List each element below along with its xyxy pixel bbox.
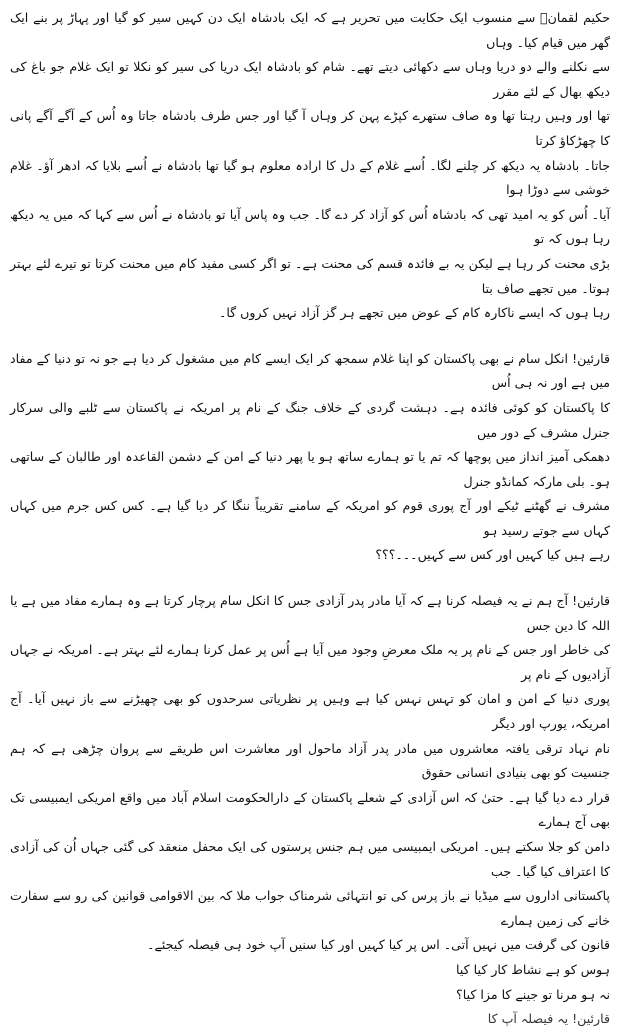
text-line: پاکستانی اداروں سے میڈیا نے باز پرس کی تو انتہائی شرمناک جواب ملا کہ بین الاقوامی قوانین کی رو سے سفارت خانے کی زمین ہمارے [10,888,610,928]
paragraph-luqman-story [10,6,610,326]
paragraph-freedom [10,589,610,958]
text-line: دھمکی آمیز انداز میں پوچھا کہ تم یا تو ہمارے ساتھ ہو یا پھر دنیا کے امن کے دشمن القاعدہ اور طالبان کے ساتھی ہو۔ بلی مارکہ کمانڈو جنرل [10,449,610,489]
text-line: کا پاکستان کو کوئی فائدہ ہے۔ دہشت گردی کے خلاف جنگ کے نام پر امریکہ نے پاکستان سے ٹلبے والی سرکار جنرل مشرف کے دور میں [10,399,610,440]
text-line: حکیم لقمانؒ سے منسوب ایک حکایت میں تحریر ہے کہ ایک بادشاہ ایک دن کہیں سیر کو گیا اور پہاڑ پر بنے ایک گھر میں قیام کیا۔ وہاں [10,10,610,50]
paragraph-uncle-sam [10,347,610,568]
text-line: قرار دے دیا گیا ہے۔ حتیٰ کہ اس آزادی کے شعلے پاکستان کے دارالحکومت اسلام آباد میں واقع امریکی ایمبیسی تک بھی آج ہمارے [10,789,610,830]
text-line: جاتا۔ بادشاہ یہ دیکھ کر چلنے لگا۔ اُسے غلام کے دل کا ارادہ معلوم ہو گیا تھا بادشاہ نے اُسے بلایا کہ ادھر آؤ۔ غلام خوشی سے دوڑا ہوا [10,157,610,198]
verse-line-cutoff: قارئین! یہ فیصلہ آپ کا [487,1011,610,1027]
text-line: نام نہاد ترقی یافتہ معاشروں میں مادر پدر آزاد ماحول اور معاشرت اس طریقے سے پروان چڑھی ہے کہ ہم جنسیت کو بھی بنیادی انسانی حقوق [10,740,610,781]
text-line: رہا ہوں کہ ایسے ناکارہ کام کے عوض میں تجھے ہر گز آزاد نہیں کروں گا۔ [218,305,610,321]
text-line: تھا اور وہیں رہتا تھا وہ صاف ستھرے کپڑے پہن کر وہاں آ گیا اور جس طرف بادشاہ جاتا وہ اُس کے آگے آگے پانی کا چھڑکاؤ کرتا [10,108,610,148]
text-line: قانون کی گرفت میں نہیں آتی۔ اس پر کیا کہیں اور کیا سنیں آپ خود ہی فیصلہ کیجئے۔ [147,937,610,953]
text-line: آیا۔ اُس کو یہ امید تھی کہ بادشاہ اُس کو آزاد کر دے گا۔ جب وہ پاس آیا تو بادشاہ نے اُس سے کہا کہ میں یہ دیکھ رہا ہوں کہ تو [10,206,610,247]
text-line: سے نکلنے والے دو دریا وہاں سے دکھائی دیتے تھے۔ شام کو بادشاہ ایک دریا کی سیر کو نکلا تو ایک غلام جو باغ کی دیکھ بھال کے لئے مقرر [10,59,610,99]
closing-verse [10,958,610,1027]
text-line: قارئین! انکل سام نے بھی پاکستان کو اپنا غلام سمجھ کر ایک ایسے کام میں مشغول کر دیا ہے جو نہ تو دنیا کے مفاد میں ہے اور نہ ہی اُس [10,350,610,391]
verse-line: ہوس کو ہے نشاط کار کیا کیا [456,961,610,977]
text-line: پوری دنیا کے امن و امان کو تہس نہس کیا ہے وہیں پر نظریاتی سرحدوں کو بھی چھیڑنے سے باز نہیں آیا۔ آج امریکہ، یورپ اور دیگر [10,691,610,732]
text-line: کی خاطر اور جس کے نام پر یہ ملک معرضِ وجود میں آیا ہے اُس پر عمل کرنا ہمارے لئے بہتر ہے۔ امریکہ نے جہاں آزادیوں کے نام پر [10,642,610,682]
text-line: مشرف نے گھٹنے ٹیکے اور آج پوری قوم کو امریکہ کے سامنے تقریباً ننگا کر دیا گیا ہے۔ کس کس جرم میں کہاں کہاں سے جوتے رسید ہو [10,498,610,538]
text-line: دامن کو جلا سکتے ہیں۔ امریکی ایمبیسی میں ہم جنس پرستوں کی ایک محفل منعقد کی گئی جہاں اُن کی آزادی کا اعتراف کیا گیا۔ جب [10,839,610,879]
verse-line: نہ ہو مرنا تو جینے کا مزا کیا؟ [456,986,610,1002]
text-line: بڑی محنت کر رہا ہے لیکن یہ بے فائدہ قسم کی محنت ہے۔ تو اگر کسی مفید کام میں محنت کرتا تو تیرے لئے بہتر ہوتا۔ میں تجھے صاف بتا [10,255,610,296]
text-line: قارئین! آج ہم نے یہ فیصلہ کرنا ہے کہ آیا مادر پدر آزادی جس کا انکل سام پرچار کرتا ہے وہ ہمارے مفاد میں ہے یا اللہ کا دین جس [10,593,610,633]
text-line: رہے ہیں کیا کہیں اور کس سے کہیں۔۔۔؟؟؟ [375,547,610,563]
